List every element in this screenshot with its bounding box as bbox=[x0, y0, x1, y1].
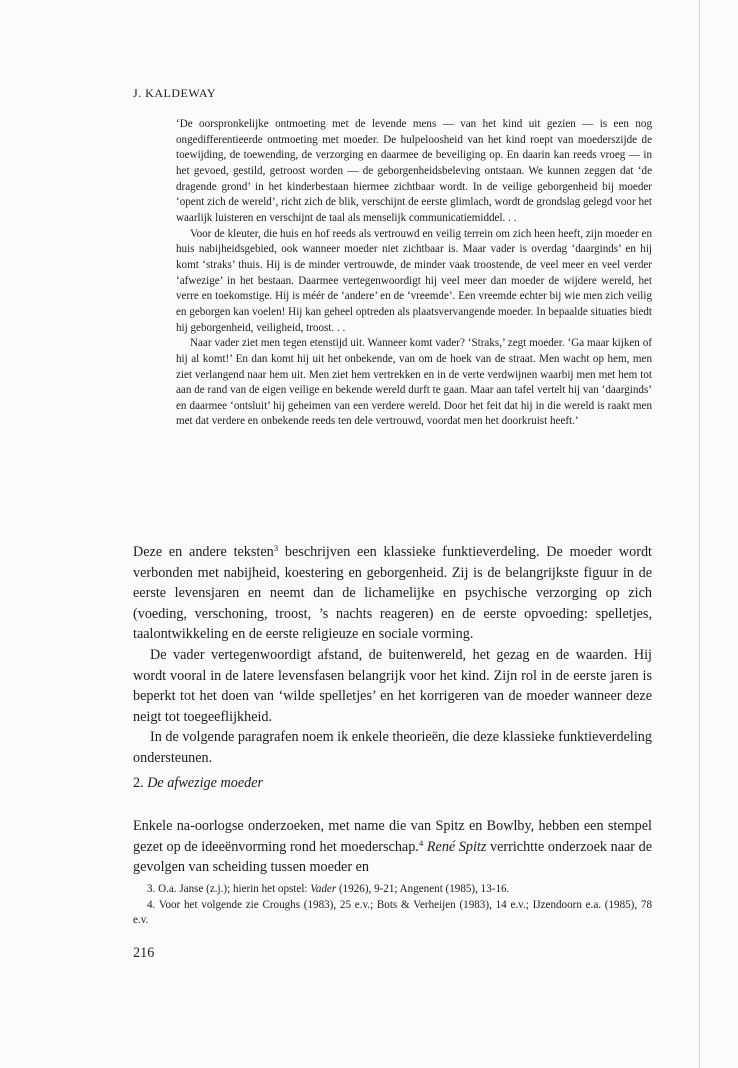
person-name: René Spitz bbox=[426, 838, 487, 855]
block-quote bbox=[176, 117, 652, 430]
body-text-run: beschrijven een klassieke funktieverdeling. De moeder wordt verbonden met nabijheid, koestering en geborgenheid. Zij is de belangrijkste figuur in de eerste levensjaren en neemt dan de lichamelijke en psychische verzorging op zich (voeding, verschoning, troost, ’s nachts reageren) en de eerste opvoeding: spelletjes, taalontwikkeling en de eerste religieuze en sociale vorming. bbox=[133, 544, 652, 643]
page-number: 216 bbox=[133, 945, 155, 961]
footnote-title: Vader bbox=[310, 883, 337, 895]
section-text bbox=[133, 816, 652, 878]
section-paragraph bbox=[133, 816, 652, 878]
quote-paragraph: ‘De oorspronkelijke ontmoeting met de levende mens — van het kind uit gezien — is een nog ongedifferentieerde ontmoeting met moeder. De hulpeloosheid van het kind roept van moederszijde de toewijding, de toewending, de verzorging en daarmee de beveiliging op. En daarin kan reeds vroeg — in het gevoed, gestild, getroost worden — de geborgenheidsbeleving ontstaan. We kunnen zeggen dat ‘de dragende grond’ in het kinderbestaan hiermee zichtbaar wordt. In de veilige geborgenheid bij moeder ‘opent zich de wereld’, richt zich de blik, verschijnt de eerste glimlach, wordt de grondslag gelegd voor het waarlijk luisteren en verschijnt de taal als menselijk communicatiemiddel. . . bbox=[176, 118, 652, 224]
footnote-ref-4[interactable]: 4 bbox=[418, 837, 424, 848]
section-number: 2. bbox=[133, 775, 144, 791]
running-head: J. KALDEWAY bbox=[133, 86, 217, 100]
body-text bbox=[133, 542, 652, 769]
section-heading bbox=[133, 775, 263, 792]
footnote-3 bbox=[133, 882, 652, 898]
quote-paragraph: Naar vader ziet men tegen etenstijd uit. Wanneer komt vader? ‘Straks,’ zegt moeder. ‘Ga maar kijken of hij al komt!’ En dan komt hij uit het onbekende, van om de hoek van de straat. Men wacht op hem, men ziet verlangend naar hem uit. Men ziet hem vertrekken en in de verte verdwijnen waarbij men met hem tot aan de rand van de eigen veilige en bekende wereld durft te gaan. Maar aan tafel vertelt hij van ‘daarginds’ en daarmee ‘ontsluit’ hij geheimen van een verdere wereld. Door het feit dat hij in die wereld is raakt men met dat verdere en onbekende reeds ten dele vertrouwd, voordat men het doorkruist heeft.’ bbox=[176, 337, 652, 428]
section-text-run: verrichtte onderzoek naar de gevolgen van scheiding tussen moeder en bbox=[133, 838, 652, 876]
body-paragraph: De vader vertegenwoordigt afstand, de buitenwereld, het gezag en de waarden. Hij wordt vooral in de latere levensfasen belangrijk voor het kind. Zijn rol in de eerste jaren is beperkt tot het doen van ‘wilde spelletjes’ en het korrigeren van de moeder wanneer deze neigt tot toegeeflijkheid. bbox=[133, 646, 652, 725]
body-text-run: Deze en andere teksten bbox=[133, 544, 274, 560]
page-edge bbox=[699, 0, 700, 1068]
footnotes bbox=[133, 882, 652, 929]
section-title: De afwezige moeder bbox=[147, 775, 264, 791]
footnote-text: (1926), 9-21; Angenent (1985), 13-16. bbox=[336, 883, 510, 895]
body-paragraph bbox=[133, 542, 652, 645]
footnote-4: 4. Voor het volgende zie Croughs (1983), 25 e.v.; Bots & Verheijen (1983), 14 e.v.; IJzendoorn e.a. (1985), 78 e.v. bbox=[133, 898, 652, 927]
footnote-text: 3. O.a. Janse (z.j.); hierin het opstel: bbox=[147, 883, 311, 895]
section-text-run: Enkele na-oorlogse onderzoeken, met name die van Spitz en Bowlby, hebben een stempel gezet op de ideeënvorming rond het moederschap. bbox=[133, 818, 652, 855]
quote-paragraph: Voor de kleuter, die huis en hof reeds als vertrouwd en veilig terrein om zich heen heeft, zijn moeder en huis nabijheidsgebied, ook wanneer moeder niet zichtbaar is. Maar vader is overdag ‘daarginds’ en hij komt ‘straks’ thuis. Hij is de minder vertrouwde, de minder vaak troostende, de veel meer en veel verder ‘afwezige’ in het bestaan. Daarmee vertegenwoordigt hij veel meer dan moeder de wijdere wereld, het verre en toekomstige. Hij is méér de ‘andere’ en de ‘vreemde’. Een vreemde echter bij wie men zich veilig en geborgen kan voelen! Hij kan geheel optreden als plaatsvervangende moeder. In bepaalde situaties biedt hij geborgenheid, veiligheid, troost. . . bbox=[176, 227, 652, 334]
body-paragraph: In de volgende paragrafen noem ik enkele theorieën, die deze klassieke funktieverdeling ondersteunen. bbox=[133, 729, 652, 766]
footnote-ref-3[interactable]: 3 bbox=[273, 543, 279, 554]
